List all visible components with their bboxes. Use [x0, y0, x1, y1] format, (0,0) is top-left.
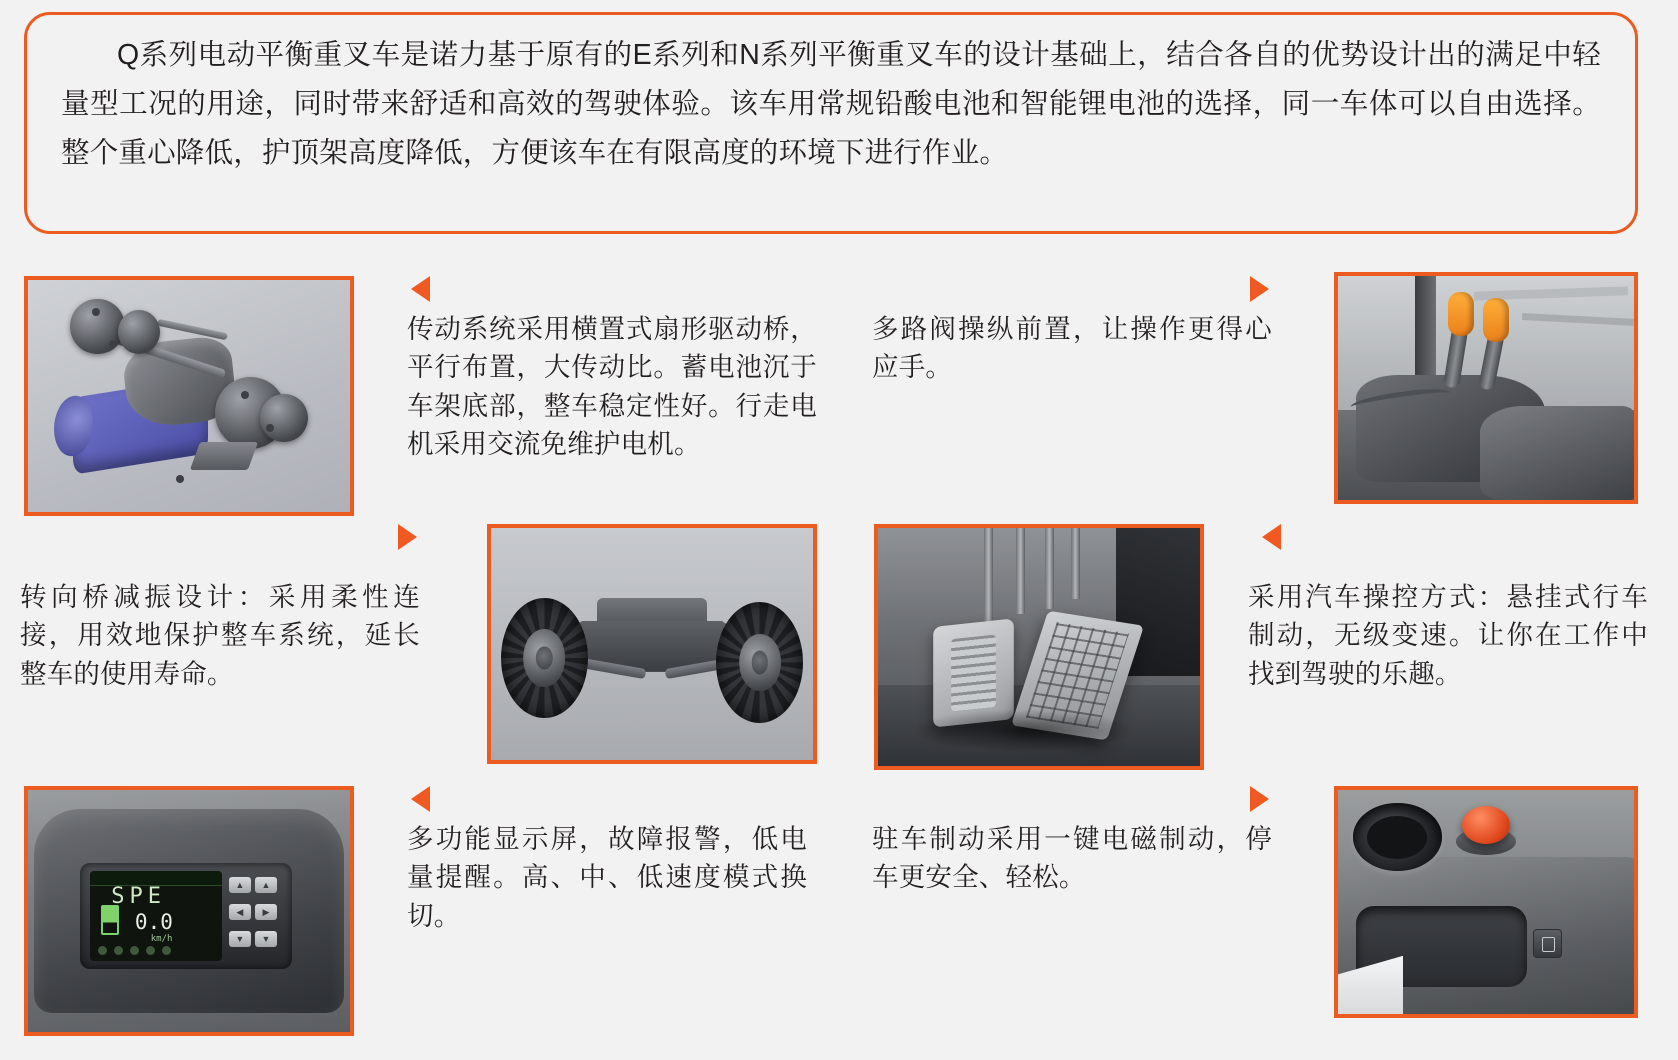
intro-callout-box — [24, 12, 1638, 234]
intro-paragraph: Q系列电动平衡重叉车是诺力基于原有的E系列和N系列平衡重叉车的设计基础上，结合各自的优势设计出的满足中轻量型工况的用途，同时带来舒适和高效的驾驶体验。该车用常规铅酸电池和智能锂电池的选择，同一车体可以自由选择。整个重心降低，护顶架高度降低，方便该车在有限高度的环境下进行作业。 — [61, 39, 1601, 170]
rocker-switch-icon — [1533, 929, 1562, 958]
image-steer-axle-render — [487, 524, 817, 764]
emergency-stop-button-icon — [1462, 806, 1509, 844]
arrow-left-icon-automotive-control — [1262, 524, 1281, 550]
keypad-left-icon[interactable]: ◀ — [229, 904, 251, 920]
battery-icon — [101, 905, 119, 935]
display-keypad[interactable] — [224, 873, 284, 958]
display-screen — [90, 871, 222, 960]
keypad-up-icon[interactable]: ▲ — [229, 877, 251, 893]
arrow-right-icon-steer-axle — [398, 524, 417, 550]
image-transmission-axle-render — [24, 276, 354, 516]
image-control-lever-photo — [1334, 272, 1638, 504]
keypad-down-icon[interactable]: ▼ — [229, 931, 251, 947]
keypad-up2-icon[interactable]: ▲ — [255, 877, 277, 893]
keypad-right-icon[interactable]: ▶ — [255, 904, 277, 920]
feature-text-transmission: 传动系统采用横置式扇形驱动桥，平行布置，大传动比。蓄电池沉于车架底部，整车稳定性好。行走电机采用交流免维护电机。 — [407, 314, 817, 460]
feature-text-multi-valve: 多路阀操纵前置，让操作更得心应手。 — [872, 314, 1272, 383]
image-parking-brake-switch-photo — [1334, 786, 1638, 1018]
feature-text-steer-axle: 转向桥减振设计：采用柔性连接，用效地保护整车系统，延长整车的使用寿命。 — [20, 582, 420, 689]
feature-text-automotive-control: 采用汽车操控方式：悬挂式行车制动，无级变速。让你在工作中找到驾驶的乐趣。 — [1248, 582, 1648, 689]
image-instrument-display-photo — [24, 786, 354, 1036]
keypad-down2-icon[interactable]: ▼ — [255, 931, 277, 947]
feature-text-parking-brake: 驻车制动采用一键电磁制动，停车更安全、轻松。 — [872, 824, 1272, 893]
display-speed-unit: km/h — [150, 933, 173, 944]
display-mode-label: SPE — [111, 883, 166, 909]
arrow-right-icon-multi-valve — [1250, 276, 1269, 302]
arrow-right-icon-parking-brake — [1250, 786, 1269, 812]
image-pedal-photo — [874, 524, 1204, 770]
feature-text-display: 多功能显示屏，故障报警，低电量提醒。高、中、低速度模式换切。 — [407, 824, 807, 931]
arrow-left-icon-transmission — [411, 276, 430, 302]
display-speed-value: 0.0 — [134, 910, 173, 935]
display-indicator-leds — [98, 946, 171, 955]
arrow-left-icon-display — [411, 786, 430, 812]
